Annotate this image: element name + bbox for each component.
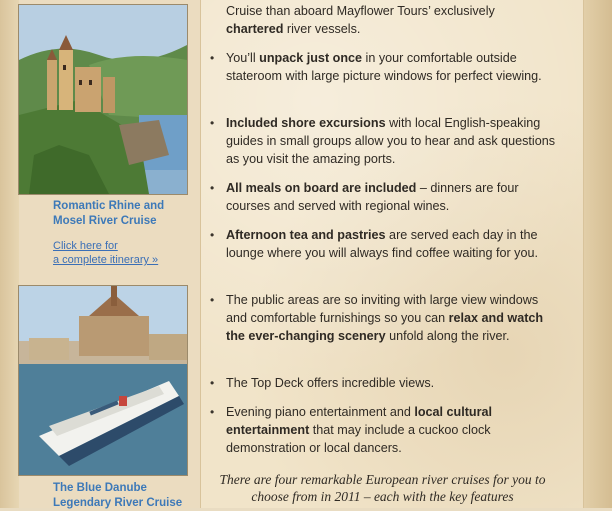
bullet-marker: • xyxy=(210,405,215,419)
bullet-marker: • xyxy=(210,116,215,130)
feature-meals-bold: All meals on board are included xyxy=(226,181,417,195)
feature-unpack-pre: You’ll xyxy=(226,51,260,65)
bullet-marker: • xyxy=(210,376,215,390)
feature-tea-post: are served each day in the lounge where you will always find coffee waiting for you. xyxy=(226,228,538,260)
bullet-marker: • xyxy=(210,181,215,195)
feature-entertainment-post: that may include a cuckoo clock demonstration or local dancers. xyxy=(226,423,491,455)
danube-ship-image xyxy=(19,286,187,475)
right-border xyxy=(582,0,612,508)
cruise1-title-line2: Mosel River Cruise xyxy=(53,215,157,227)
feature-unpack-post: in your comfortable outside stateroom with large picture windows for perfect viewing. xyxy=(226,51,542,83)
cruise1-title[interactable] xyxy=(53,199,164,229)
feature-public-areas xyxy=(226,291,556,345)
feature-public-areas-post: unfold along the river. xyxy=(385,329,510,343)
feature-public-areas-pre: The public areas are so inviting with large view windows and comfortable furnishings so you can xyxy=(226,293,539,325)
cruise2-title[interactable] xyxy=(53,481,182,511)
feature-excursions-bold: Included shore excursions xyxy=(226,116,386,130)
feature-meals xyxy=(226,179,556,215)
feature-unpack-bold: unpack just once xyxy=(259,51,363,65)
rhine-castle-photo[interactable] xyxy=(18,4,188,195)
feature-excursions xyxy=(226,114,556,168)
feature-tea-bold: Afternoon tea and pastries xyxy=(226,228,386,242)
closing-paragraph: There are four remarkable European river cruises for you to choose from in 2011 – each with the key features xyxy=(219,472,546,504)
cruise1-itinerary-link[interactable] xyxy=(53,239,158,267)
feature-tea xyxy=(226,226,556,262)
danube-ship-photo[interactable] xyxy=(18,285,188,476)
bullet-marker: • xyxy=(210,228,215,242)
feature-unpack xyxy=(226,49,556,85)
rhine-castle-image xyxy=(19,5,187,194)
intro-paragraph xyxy=(226,2,556,38)
cruise1-link-line1: Click here for xyxy=(53,240,118,252)
feature-meals-post: – dinners are four courses and served with regional wines. xyxy=(226,181,519,213)
bullet-marker: • xyxy=(210,51,215,65)
cruise1-link-line2: a complete itinerary » xyxy=(53,254,159,266)
cruise2-title-line2: Legendary River Cruise xyxy=(53,497,183,509)
feature-entertainment-pre: Evening piano entertainment and xyxy=(226,405,415,419)
cruise1-title-line1: Romantic Rhine and xyxy=(53,200,165,212)
feature-entertainment-bold: local cultural entertainment xyxy=(226,405,493,437)
left-border xyxy=(0,0,19,508)
bullet-marker: • xyxy=(210,293,215,307)
feature-excursions-post: with local English-speaking guides in small groups allow you to hear and ask questions as you visit the amazing ports. xyxy=(226,116,556,166)
intro-bold: chartered xyxy=(226,22,284,36)
intro-end: river vessels. xyxy=(283,22,361,36)
cruise2-title-line1: The Blue Danube xyxy=(53,482,147,494)
feature-entertainment xyxy=(226,403,556,457)
feature-top-deck xyxy=(226,374,556,392)
feature-public-areas-bold: relax and watch the ever-changing scenery xyxy=(226,311,544,343)
intro-text: Cruise than aboard Mayflower Tours’ exclusively xyxy=(226,4,495,18)
feature-top-deck-text: The Top Deck offers incredible views. xyxy=(226,376,435,390)
